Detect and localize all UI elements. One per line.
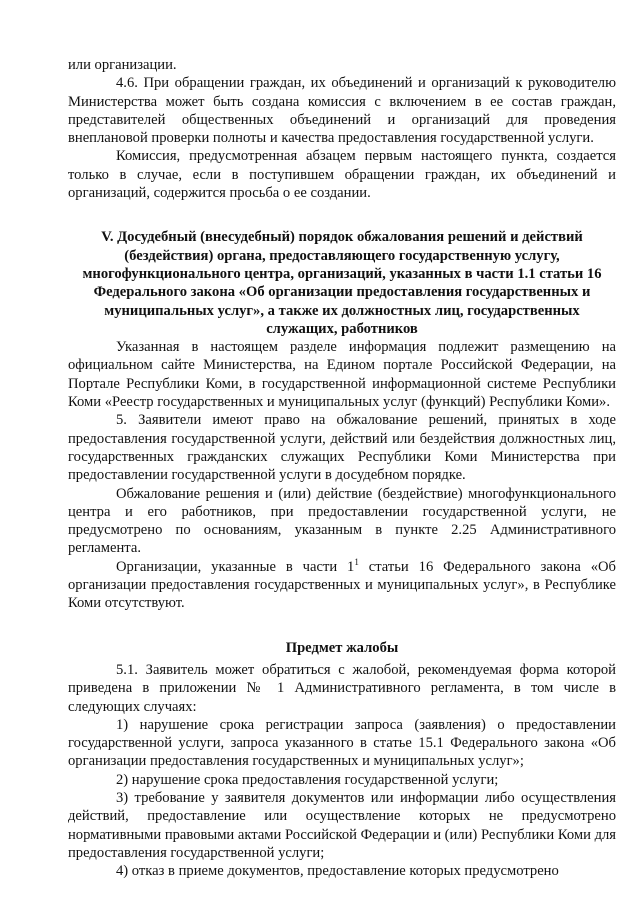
- org-text-after: статьи 16 Федерального закона «Об организации предоставления государственных и муниципальных услуг», в Республике Коми отсутствуют.: [68, 558, 616, 612]
- document-page: [68, 56, 616, 880]
- paragraph-4-6: 4.6. При обращении граждан, их объединений и организаций к руководителю Министерства может быть создана комиссия с включением в ее состав граждан, представителей общественных объединений и организаций для проведения внеплановой проверки полноты и качества предоставления государственной услуги.: [68, 75, 616, 147]
- paragraph-organizations: [68, 558, 616, 613]
- list-item-4: 4) отказ в приеме документов, предоставление которых предусмотрено: [116, 863, 559, 880]
- list-item-3: 3) требование у заявителя документов или информации либо осуществления действий, предоставление или осуществление которых не предусмотрено нормативными правовыми актами Российской Федерации и (или) Республики Коми для предоставления государственной услуги;: [68, 789, 616, 861]
- org-superscript: 1: [354, 556, 359, 567]
- list-item-2: 2) нарушение срока предоставления государственной услуги;: [116, 771, 499, 788]
- paragraph-5: 5. Заявители имеют право на обжалование решений, принятых в ходе предоставления государственной услуги, действий или бездействия должностных лиц, государственных гражданских служащих Республики Коми Министерства при предоставлении государственной услуги в досудебном порядке.: [68, 412, 616, 484]
- paragraph-commission: Комиссия, предусмотренная абзацем первым настоящего пункта, создается только в случае, если в поступившем обращении граждан, их объединений и организаций, содержится просьба о ее создании.: [68, 148, 616, 202]
- paragraph-continuation: или организации.: [68, 57, 177, 73]
- paragraph-appeal-mfc: Обжалование решения и (или) действие (бездействие) многофункционального центра и его работников, при предоставлении государственной услуги, не предусмотрено по основаниям, указанным в пункте 2.25 Административного регламента.: [68, 485, 616, 557]
- section-heading: V. Досудебный (внесудебный) порядок обжалования решений и действий (бездействия) органа, предоставляющего государственную услугу, многофункционального центра, организаций, указанных в части 1.1 статьи 16 Федерального закона «Об организации предоставления государственных и муниципальных услуг», а также их должностных лиц, государственных служащих, работников: [82, 229, 602, 337]
- org-text-before: Организации, указанные в части 1: [116, 558, 355, 575]
- paragraph-info-placement: Указанная в настоящем разделе информация подлежит размещению на официальном сайте Министерства, на Едином портале Российской Федерации, на Портале Республики Коми, в государственной информационной системе Республики Коми «Реестр государственных и муниципальных услуг (функций) Республики Коми».: [68, 339, 616, 411]
- list-item-1: 1) нарушение срока регистрации запроса (заявления) о предоставлении государственной услуги, запроса указанного в статье 15.1 Федерального закона «Об организации предоставления государственных и муниципальных услуг»;: [68, 716, 616, 770]
- paragraph-5-1: 5.1. Заявитель может обратиться с жалобой, рекомендуемая форма которой приведена в приложении № 1 Административного регламента, в том числе в следующих случаях:: [68, 661, 616, 715]
- subheading-complaint-subject: Предмет жалобы: [285, 639, 399, 656]
